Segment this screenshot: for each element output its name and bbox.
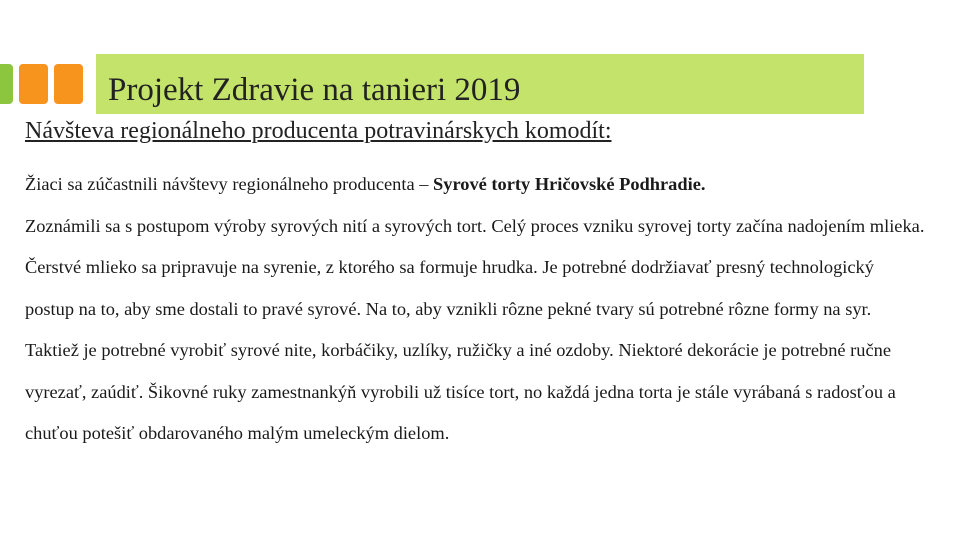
body-paragraph <box>25 164 925 206</box>
orange-accent-block-1 <box>19 64 48 104</box>
slide-subtitle: Návšteva regionálneho producenta potravinárskych komodít: <box>25 118 612 144</box>
producer-name: Syrové torty Hričovské Podhradie. <box>433 174 706 194</box>
body-text <box>25 164 925 455</box>
body-intro: Žiaci sa zúčastnili návštevy regionálneho producenta – <box>25 174 434 194</box>
green-accent-block <box>0 64 13 104</box>
title-bar <box>96 54 864 114</box>
slide-title: Projekt Zdravie na tanieri 2019 <box>108 72 521 108</box>
orange-accent-block-2 <box>54 64 83 104</box>
body-paragraph-main: Zoznámili sa s postupom výroby syrových nití a syrových tort. Celý proces vzniku syrovej torty začína nadojením mlieka. Čerstvé mlieko sa pripravuje na syrenie, z ktorého sa formuje hrudka. Je potrebné dodržiavať presný technologický postup na to, aby sme dostali to pravé syrové. Na to, aby vznikli rôzne pekné tvary sú potrebné rôzne formy na syr. Taktiež je potrebné vyrobiť syrové nite, korbáčiky, uzlíky, ružičky a iné ozdoby. Niektoré dekorácie je potrebné ručne vyrezať, zaúdiť. Šikovné ruky zamestnankýň vyrobili už tisíce tort, no každá jedna torta je stále vyrábaná s radosťou a chuťou potešiť obdarovaného malým umeleckým dielom. <box>25 215 925 443</box>
